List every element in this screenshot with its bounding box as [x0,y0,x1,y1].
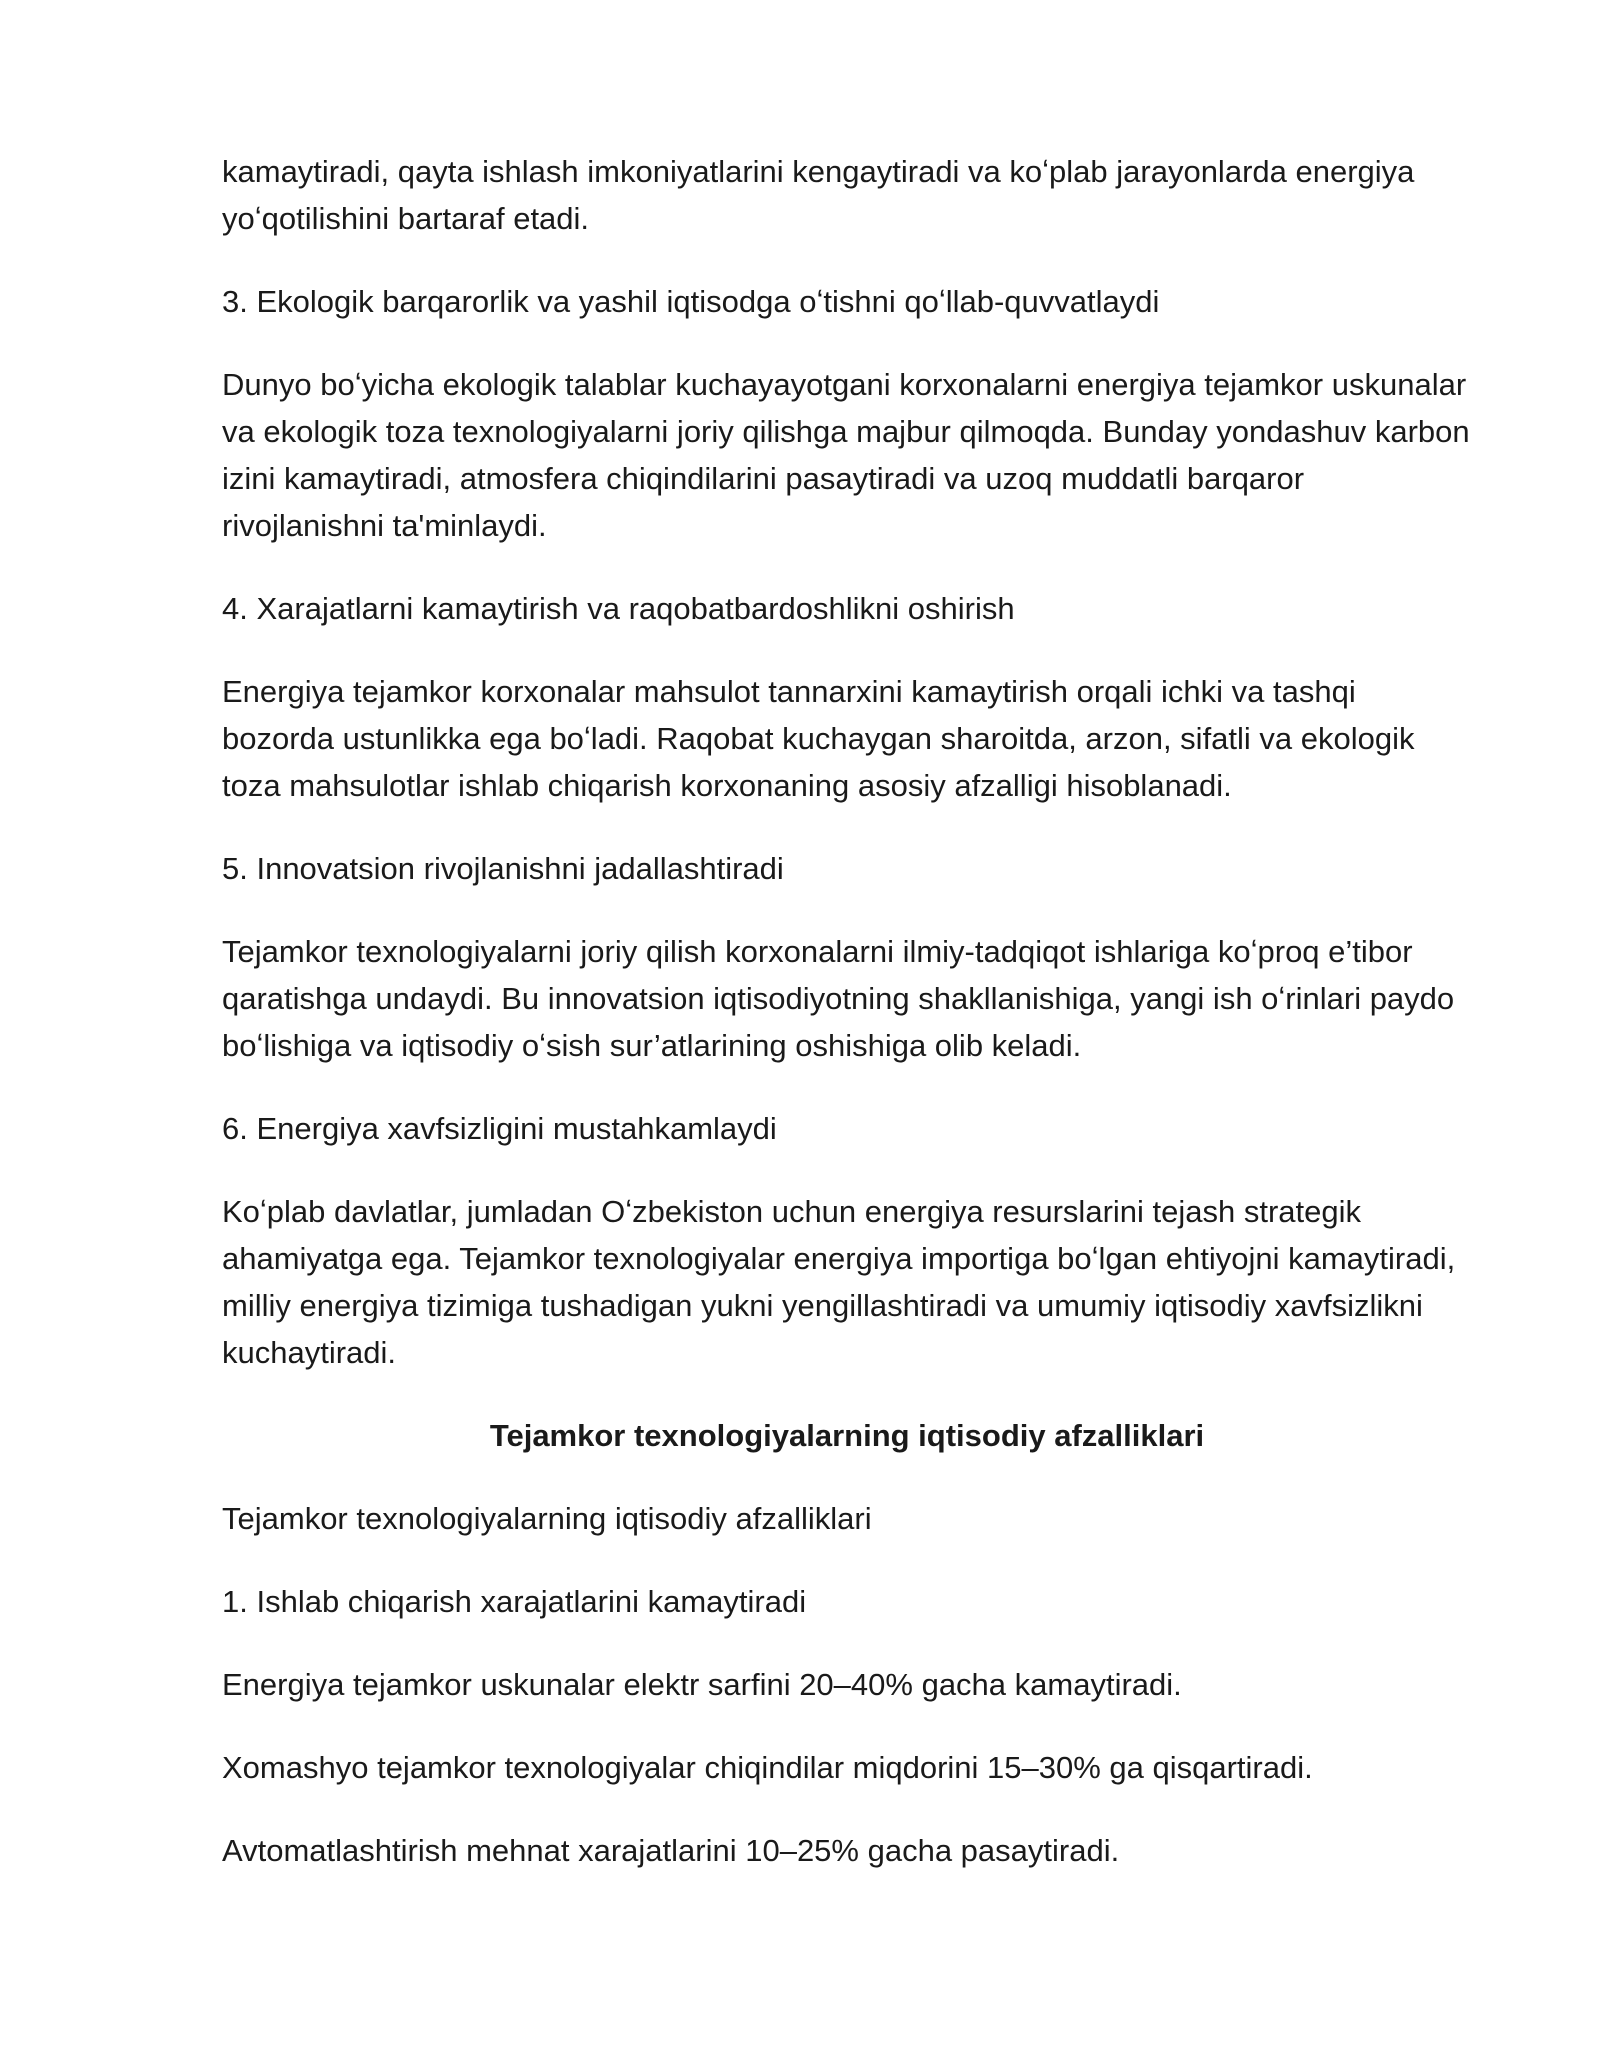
item-heading-5: 5. Innovatsion rivojlanishni jadallashtiradi [222,851,784,886]
paragraph-competitiveness: Energiya tejamkor korxonalar mahsulot tannarxini kamaytirish orqali ichki va tashqi bozorda ustunlikka ega boʻladi. Raqobat kuchaygan sharoitda, arzon, sifatli va ekologik toza mahsulotlar ishlab chiqarish korxonaning asosiy afzalligi hisoblanadi. [222,674,1415,803]
paragraph-energy-security: Koʻplab davlatlar, jumladan Oʻzbekiston uchun energiya resurslarini tejash strategik ahamiyatga ega. Tejamkor texnologiyalar energiya importiga boʻlgan ehtiyojni kamaytiradi, milliy energiya tizimiga tushadigan yukni yengillashtiradi va umumiy iqtisodiy xavfsizlikni kuchaytiradi. [222,1194,1456,1370]
paragraph-intro-continuation: kamaytiradi, qayta ishlash imkoniyatlarini kengaytiradi va koʻplab jarayonlarda energiya yoʻqotilishini bartaraf etadi. [222,154,1415,236]
item-heading-4: 4. Xarajatlarni kamaytirish va raqobatbardoshlikni oshirish [222,591,1015,626]
paragraph-innovation: Tejamkor texnologiyalarni joriy qilish korxonalarni ilmiy-tadqiqot ishlariga koʻproq e’tibor qaratishga undaydi. Bu innovatsion iqtisodiyotning shakllanishiga, yangi ish oʻrinlari paydo boʻlishiga va iqtisodiy oʻsish sur’atlarining oshishiga olib keladi. [222,934,1455,1063]
paragraph-automation: Avtomatlashtirish mehnat xarajatlarini 10–25% gacha pasaytiradi. [222,1833,1120,1868]
paragraph-raw-materials: Xomashyo tejamkor texnologiyalar chiqindilar miqdorini 15–30% ga qisqartiradi. [222,1750,1313,1785]
paragraph-ecology: Dunyo boʻyicha ekologik talablar kuchayayotgani korxonalarni energiya tejamkor uskunalar va ekologik toza texnologiyalarni joriy qilishga majbur qilmoqda. Bunday yondashuv karbon izini kamaytiradi, atmosfera chiqindilarini pasaytiradi va uzoq muddatli barqaror rivojlanishni ta'minlaydi. [222,367,1470,543]
item-heading-1: 1. Ishlab chiqarish xarajatlarini kamaytiradi [222,1584,807,1619]
paragraph-section-subtitle: Tejamkor texnologiyalarning iqtisodiy afzalliklari [222,1501,872,1536]
document-page [222,148,1472,1910]
section-title: Tejamkor texnologiyalarning iqtisodiy afzalliklari [489,1418,1205,1453]
item-heading-6: 6. Energiya xavfsizligini mustahkamlaydi [222,1111,777,1146]
paragraph-electricity: Energiya tejamkor uskunalar elektr sarfini 20–40% gacha kamaytiradi. [222,1667,1182,1702]
item-heading-3: 3. Ekologik barqarorlik va yashil iqtisodga oʻtishni qoʻllab-quvvatlaydi [222,284,1160,319]
